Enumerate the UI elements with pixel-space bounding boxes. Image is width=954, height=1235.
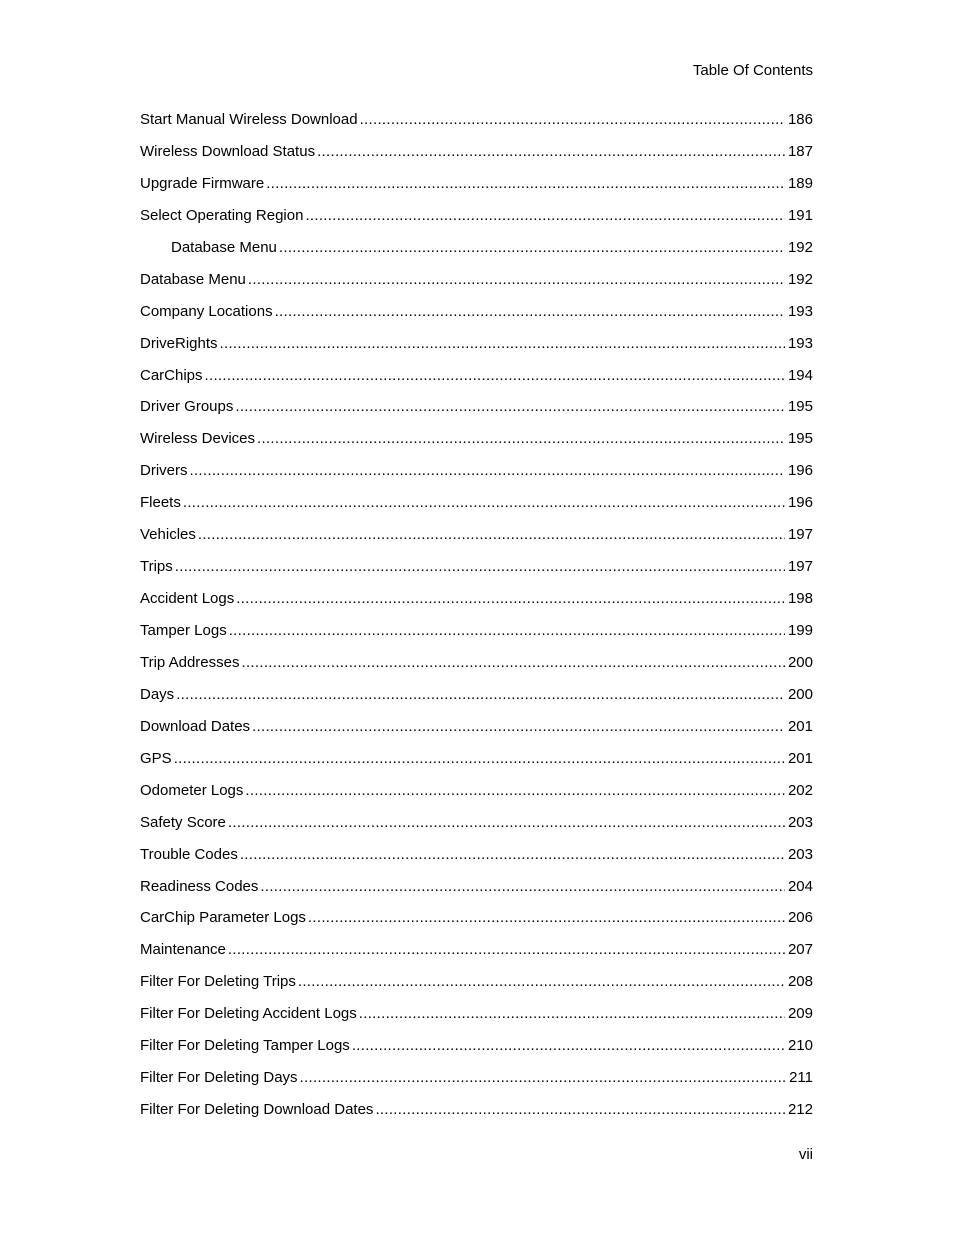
header-title: Table Of Contents <box>692 62 813 79</box>
toc-entry-title[interactable]: CarChips <box>140 366 203 384</box>
toc-entry-title[interactable]: Safety Score <box>140 813 226 831</box>
toc-entry-page[interactable]: 196 <box>787 462 813 480</box>
toc-entry-page[interactable]: 202 <box>787 781 813 799</box>
toc-entry-title[interactable]: Readiness Codes <box>140 877 259 895</box>
toc-entry[interactable] <box>140 526 813 558</box>
toc-entry-page[interactable]: 201 <box>787 749 813 767</box>
toc-dot-leader <box>220 335 785 353</box>
toc-entry-title[interactable]: Tamper Logs <box>140 622 227 639</box>
toc-entry-page[interactable]: 211 <box>789 1069 813 1087</box>
toc-dot-leader <box>245 782 785 800</box>
toc-entry-title[interactable]: DriveRights <box>140 334 218 352</box>
toc-entry-page[interactable]: 194 <box>787 366 813 384</box>
toc-entry[interactable] <box>140 590 813 622</box>
toc-dot-leader <box>205 367 785 385</box>
toc-entry-title[interactable]: Drivers <box>140 462 188 480</box>
toc-entry[interactable] <box>140 367 813 399</box>
toc-dot-leader <box>183 494 785 512</box>
toc-entry-title[interactable]: Download Dates <box>140 717 251 735</box>
page-footer <box>799 1146 813 1164</box>
toc-dot-leader <box>176 686 785 704</box>
toc-entry-page[interactable]: 192 <box>787 238 813 256</box>
toc-entry[interactable] <box>140 686 813 718</box>
toc-entry-title[interactable]: Days <box>140 685 175 703</box>
toc-dot-leader <box>228 941 785 959</box>
toc-dot-leader <box>275 303 785 321</box>
toc-entry-page[interactable]: 207 <box>787 941 813 959</box>
toc-dot-leader <box>228 814 785 832</box>
toc-entry-title[interactable]: Fleets <box>140 494 181 512</box>
toc-entry-page[interactable]: 193 <box>787 334 813 352</box>
toc-entry-title[interactable]: Accident Logs <box>140 590 235 608</box>
toc-dot-leader <box>236 590 785 608</box>
toc-entry-page[interactable]: 189 <box>787 174 813 192</box>
toc-entry-title[interactable]: Upgrade Firmware <box>140 174 265 192</box>
toc-entry[interactable] <box>140 941 813 973</box>
toc-entry-title[interactable]: Wireless Download Status <box>140 142 316 160</box>
toc-dot-leader <box>352 1037 785 1055</box>
toc-entry[interactable] <box>140 271 813 303</box>
toc-entry-page[interactable]: 198 <box>787 590 813 608</box>
toc-entry-page[interactable]: 186 <box>787 111 813 128</box>
toc-entry-title[interactable]: Odometer Logs <box>140 781 244 799</box>
toc-entry-title[interactable]: Maintenance <box>140 941 226 959</box>
toc-dot-leader <box>240 846 785 864</box>
toc-dot-leader <box>360 111 785 129</box>
toc-dot-leader <box>242 654 785 672</box>
toc-entry[interactable] <box>140 1101 813 1133</box>
toc-dot-leader <box>305 207 785 225</box>
toc-entry-title[interactable]: Database Menu <box>171 238 277 256</box>
toc-dot-leader <box>260 878 785 896</box>
toc-entry-page[interactable]: 187 <box>787 142 813 160</box>
toc-entry-title[interactable]: Trouble Codes <box>140 845 238 863</box>
toc-entry-page[interactable]: 197 <box>787 558 813 576</box>
toc-entry-page[interactable]: 209 <box>787 1005 813 1023</box>
toc-entry-page[interactable]: 203 <box>787 845 813 863</box>
toc-dot-leader <box>317 143 785 161</box>
toc-entry-title[interactable]: Start Manual Wireless Download <box>140 111 358 128</box>
toc-entry-title[interactable]: Wireless Devices <box>140 430 256 448</box>
toc-dot-leader <box>229 622 785 640</box>
toc-entry[interactable] <box>140 143 813 175</box>
toc-dot-leader <box>190 462 785 480</box>
toc-dot-leader <box>248 271 785 289</box>
toc-entry[interactable] <box>140 1037 813 1069</box>
toc-entry[interactable] <box>140 303 813 335</box>
toc-entry-page[interactable]: 195 <box>787 398 813 416</box>
toc-entry-title[interactable]: Filter For Deleting Trips <box>140 973 296 991</box>
toc-entry[interactable] <box>140 207 813 239</box>
toc-dot-leader <box>279 239 785 257</box>
toc-entry-page[interactable]: 195 <box>787 430 813 448</box>
toc-entry-title[interactable]: Filter For Deleting Download Dates <box>140 1101 374 1119</box>
toc-entry[interactable] <box>140 750 813 782</box>
toc-entry[interactable] <box>140 1069 813 1101</box>
page-number: vii <box>798 1146 813 1163</box>
toc-entry[interactable] <box>140 558 813 590</box>
toc-entry-page[interactable]: 206 <box>787 909 813 927</box>
toc-entry-title[interactable]: Filter For Deleting Accident Logs <box>140 1005 357 1023</box>
toc-entry-title[interactable]: GPS <box>140 749 172 767</box>
toc-dot-leader <box>266 175 785 193</box>
toc-dot-leader <box>375 1101 785 1119</box>
toc-entry-page[interactable]: 199 <box>787 622 813 639</box>
toc-entry-page[interactable]: 193 <box>787 302 813 320</box>
toc-entry-title[interactable]: CarChip Parameter Logs <box>140 909 306 927</box>
toc-entry-page[interactable]: 192 <box>787 270 813 288</box>
toc-entry[interactable] <box>140 430 813 462</box>
toc-entry-title[interactable]: Vehicles <box>140 526 196 544</box>
toc-entry-title[interactable]: Filter For Deleting Days <box>140 1069 298 1087</box>
toc-entry[interactable] <box>140 909 813 941</box>
toc-dot-leader <box>257 430 785 448</box>
toc-entry[interactable] <box>140 1005 813 1037</box>
running-header <box>693 62 813 80</box>
toc-entry-title[interactable]: Trips <box>140 558 173 576</box>
toc-entry-page[interactable]: 197 <box>787 526 813 544</box>
toc-dot-leader <box>308 909 785 927</box>
toc-entry-title[interactable]: Company Locations <box>140 302 273 320</box>
toc-dot-leader <box>198 526 785 544</box>
toc-entry[interactable] <box>140 335 813 367</box>
toc-entry[interactable] <box>140 622 813 654</box>
toc-entry[interactable] <box>140 654 813 686</box>
toc-entry[interactable] <box>140 718 813 750</box>
toc-entry[interactable] <box>140 398 813 430</box>
toc-dot-leader <box>175 558 785 576</box>
toc-entry[interactable] <box>140 878 813 910</box>
toc-entry[interactable] <box>140 846 813 878</box>
toc-entry[interactable] <box>140 111 813 143</box>
toc-entry[interactable] <box>140 973 813 1005</box>
toc-entry-title[interactable]: Database Menu <box>140 270 246 288</box>
toc-entry[interactable] <box>140 175 813 207</box>
toc-entry-page[interactable]: 200 <box>787 685 813 703</box>
toc-dot-leader <box>235 398 785 416</box>
toc-entry[interactable] <box>140 239 813 271</box>
toc-entry-page[interactable]: 208 <box>787 973 813 991</box>
toc-dot-leader <box>300 1069 787 1087</box>
toc-entry-title[interactable]: Driver Groups <box>140 398 234 416</box>
toc-dot-leader <box>252 718 785 736</box>
toc-entry-page[interactable]: 212 <box>787 1101 813 1119</box>
toc-dot-leader <box>174 750 785 768</box>
toc-entry-page[interactable]: 191 <box>787 206 813 224</box>
toc-entry-title[interactable]: Filter For Deleting Tamper Logs <box>140 1037 350 1055</box>
toc-entry-page[interactable]: 201 <box>787 717 813 735</box>
toc-entry-page[interactable]: 210 <box>787 1037 813 1055</box>
toc-entry-title[interactable]: Trip Addresses <box>140 653 240 671</box>
toc-entry-page[interactable]: 203 <box>787 813 813 831</box>
toc-entry-page[interactable]: 196 <box>787 494 813 512</box>
table-of-contents <box>140 111 813 1133</box>
toc-entry-page[interactable]: 204 <box>787 877 813 895</box>
toc-dot-leader <box>298 973 785 991</box>
toc-entry[interactable] <box>140 462 813 494</box>
toc-entry[interactable] <box>140 494 813 526</box>
toc-entry[interactable] <box>140 782 813 814</box>
toc-dot-leader <box>359 1005 785 1023</box>
toc-entry[interactable] <box>140 814 813 846</box>
toc-entry-page[interactable]: 200 <box>787 653 813 671</box>
toc-entry-title[interactable]: Select Operating Region <box>140 206 304 224</box>
